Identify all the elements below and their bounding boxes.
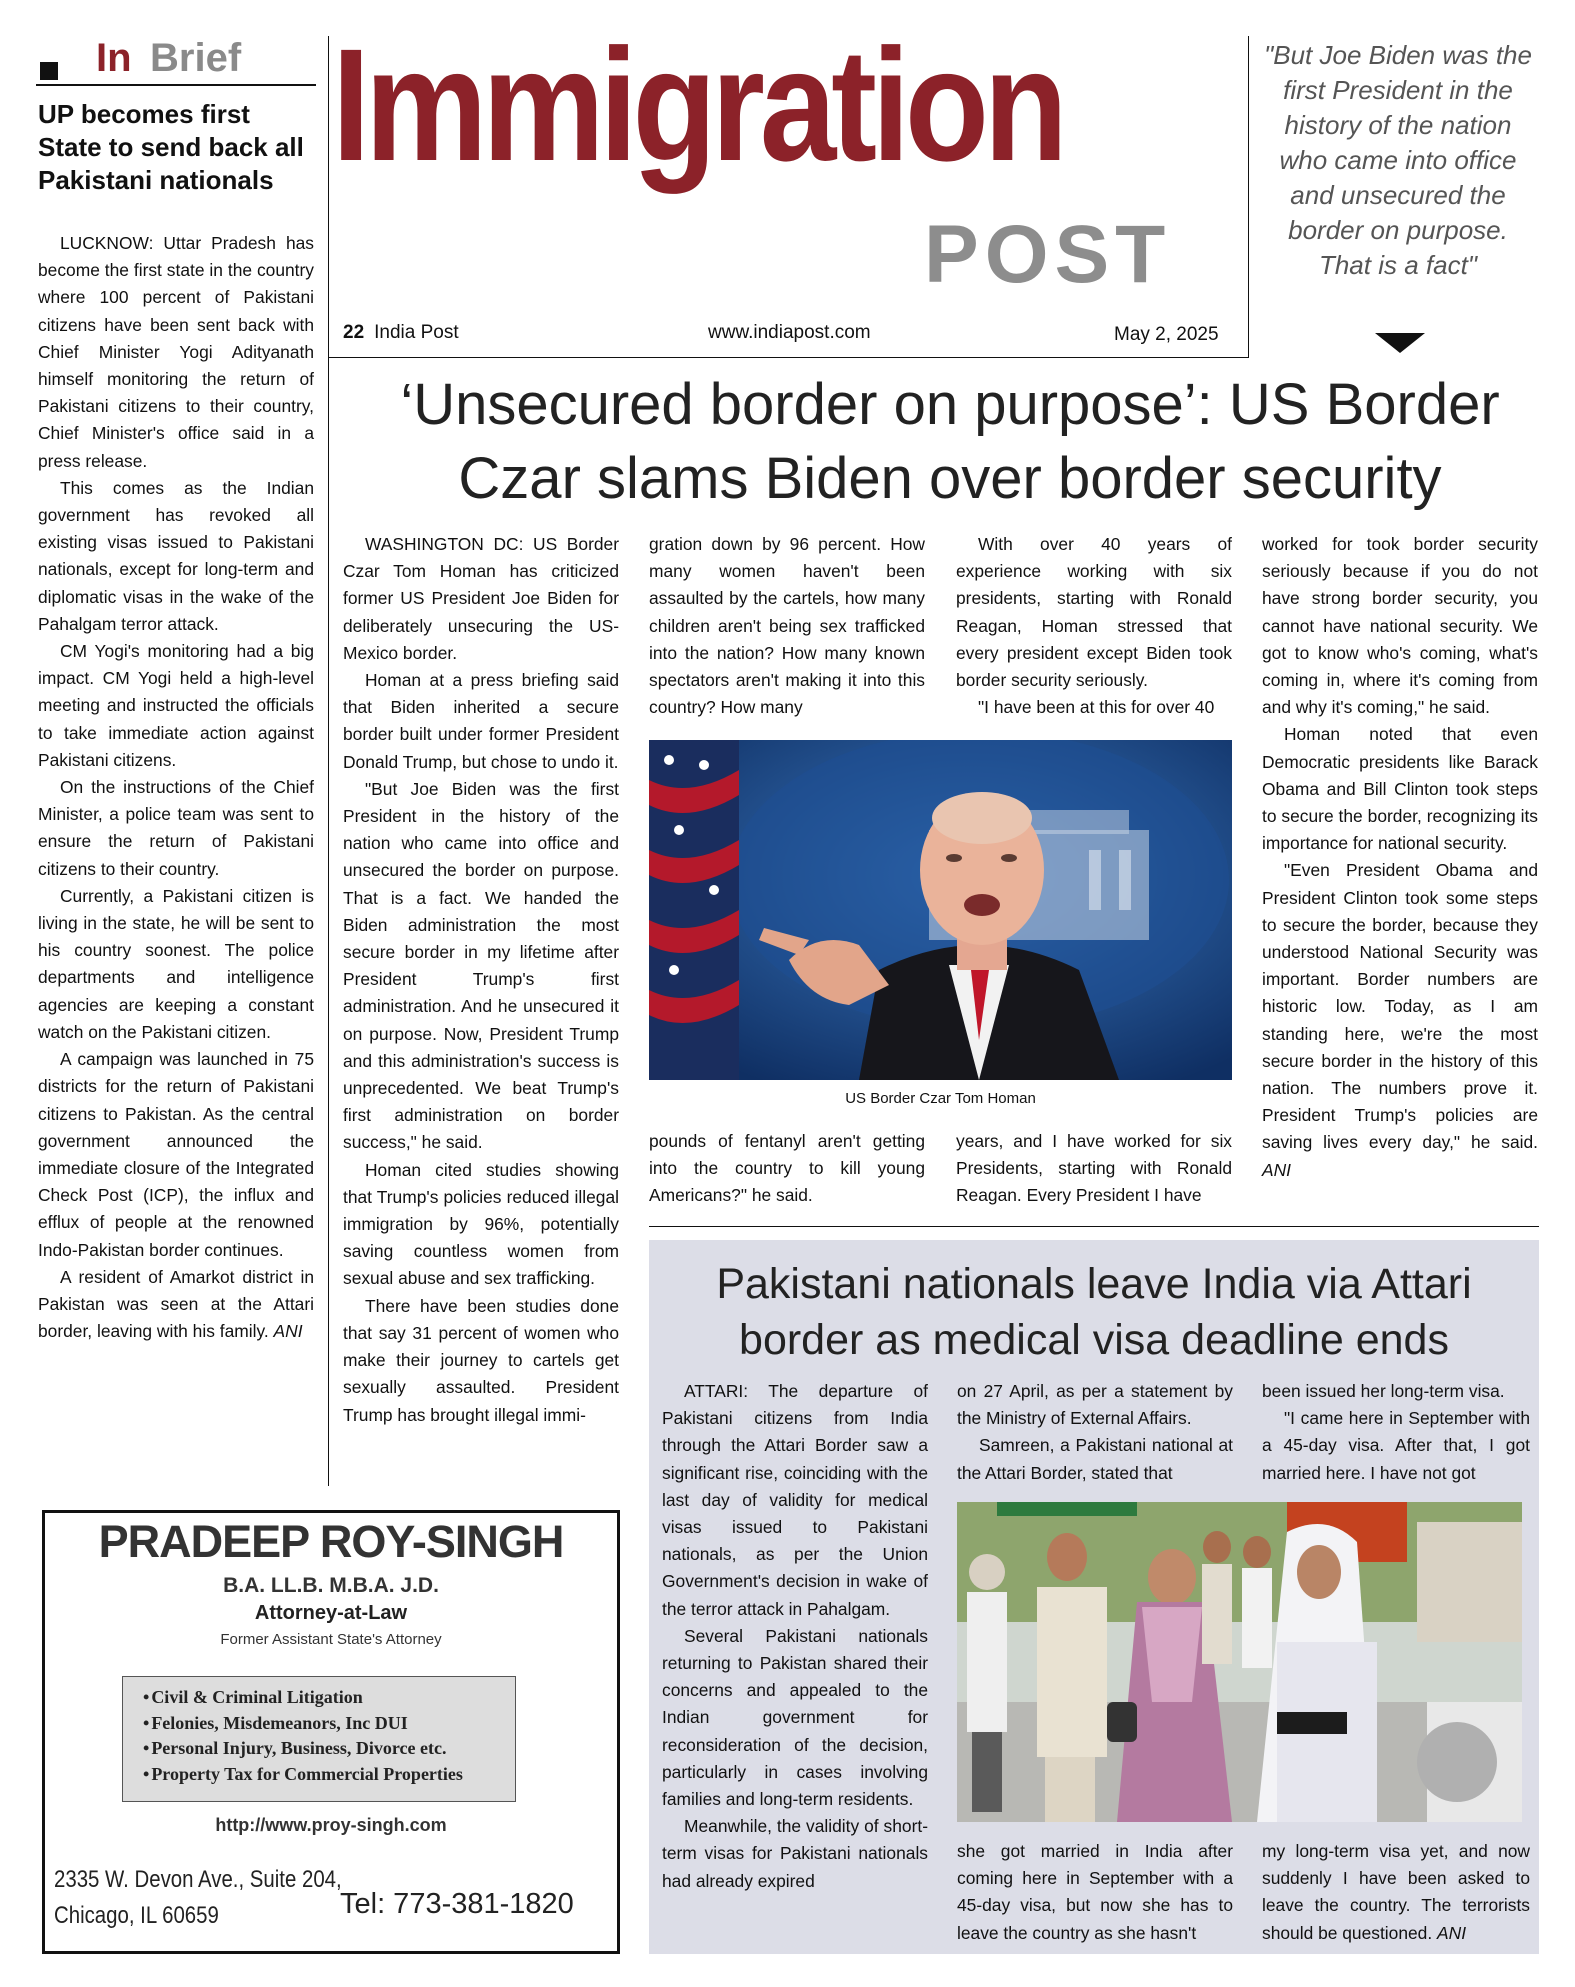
second-paragraph: she got married in India after coming here in September with a 45-day visa, but now she has to leave the country as she hasn't [957, 1841, 1233, 1943]
ad-address-line1: 2335 W. Devon Ave., Suite 204, [54, 1866, 342, 1893]
brief-paragraph [38, 1264, 314, 1346]
main-paragraph: worked for took border security seriously because if you do not have strong border security, you cannot have national security. We got to know who's coming, what's coming in, where it's coming from and why it's coming," he said. [1262, 534, 1538, 718]
second-paragraph: Several Pakistani nationals returning to Pakistan shared their concerns and appealed to the Indian government for reconsideration of the decision, particularly in cases involving families and long-term residents. [662, 1625, 928, 1810]
main-paragraph: Homan at a press briefing said that Biden inherited a secure border built under former President Donald Trump, but chose to undo it. [343, 670, 619, 772]
main-last-text: "Even President Obama and President Clinton took some steps to secure the border, because they understood National Security was important. Border numbers are historic low. Today, as I am standing here, we're the most secure border in the history of this nation. The numbers prove it. President Trump's policies are saving lives every day," he said. [1262, 860, 1538, 1153]
second-paragraph: on 27 April, as per a statement by the Ministry of External Affairs. [957, 1381, 1233, 1429]
second-column-3-continued [1262, 1838, 1530, 1947]
ad-telephone: Tel: 773-381-1820 [340, 1888, 574, 1920]
second-last-text: my long-term visa yet, and now suddenly I have been asked to leave the country. The terrorists should be questioned. [1262, 1841, 1530, 1943]
publication-url[interactable]: www.indiapost.com [708, 322, 871, 343]
brief-paragraph: A campaign was launched in 75 districts for the return of Pakistani citizens to Pakistan. As the central government announced the immediate closure of the Integrated Check Post (ICP), the influx and efflux of people at the renowned Indo-Pakistan border continues. [38, 1049, 314, 1260]
brief-paragraph: On the instructions of the Chief Minister, a police team was sent to ensure the return of Pakistani citizens to their country. [38, 777, 314, 879]
main-paragraph: There have been studies done that say 31 percent of women who make their journey to cartels get sexually assaulted. President Trump has brought illegal immi- [343, 1295, 619, 1425]
main-headline: ‘Unsecured border on purpose’: US Border Czar slams Biden over border security [400, 372, 1500, 511]
in-brief-label-in: In [96, 36, 132, 80]
main-column-4 [1262, 531, 1538, 1184]
main-column-3-continued [956, 1128, 1232, 1210]
second-paragraph: Meanwhile, the validity of short-term visas for Pakistani nationals had already expired [662, 1816, 928, 1891]
main-column-2-continued [649, 1128, 925, 1210]
second-column-2-continued [957, 1838, 1233, 1947]
page-number: 22 [343, 322, 365, 343]
second-paragraph [1262, 1838, 1530, 1947]
masthead-subtitle: POST [924, 209, 1172, 300]
ad-website-link[interactable]: http://www.proy-singh.com [215, 1815, 447, 1835]
main-paragraph: "But Joe Biden was the first President in the history of the nation who came into office and unsecured the border on purpose. That is a fact. We handed the Biden administration the most secure border in my lifetime after President Trump's first administration. And he unsecured it on purpose. Now, President Trump and this administration's success is unprecedented. We beat Trump's first administration on border success," he said. [343, 778, 619, 1153]
second-column-1 [662, 1378, 928, 1895]
main-paragraph: "I have been at this for over 40 [978, 697, 1215, 718]
main-paragraph: pounds of fentanyl aren't getting into the country to kill young Americans?" he said. [649, 1131, 925, 1206]
main-paragraph [1262, 857, 1538, 1183]
main-paragraph: Homan cited studies showing that Trump's policies reduced illegal immigration by 96%, potentially saving countless women from sexual abuse and sex trafficking. [343, 1159, 619, 1289]
photo-tom-homan [649, 740, 1232, 1080]
brief-last-text: A resident of Amarkot district in Pakistan was seen at the Attari border, leaving with his family. [38, 1266, 314, 1342]
ad-service-item: • Personal Injury, Business, Divorce etc. [143, 1736, 515, 1762]
in-brief-label-brief: Brief [150, 36, 242, 80]
ad-service-item: • Civil & Criminal Litigation [143, 1685, 515, 1711]
divider [1248, 36, 1249, 358]
ad-services-list [122, 1676, 516, 1802]
down-triangle-icon [1375, 333, 1425, 353]
ad-service-item: • Property Tax for Commercial Properties [143, 1762, 515, 1788]
ad-address [54, 1862, 342, 1934]
brief-article [38, 230, 314, 1345]
photo-tom-homan-illustration [649, 740, 1232, 1080]
ad-degrees: B.A. LL.B. M.B.A. J.D. [223, 1574, 439, 1597]
section-square-icon [40, 62, 58, 80]
pull-quote: "But Joe Biden was the first President in the history of the nation who came into office and unsecured the border on purpose. That is a fact" [1264, 40, 1532, 280]
main-paragraph: Homan noted that even Democratic presidents like Barack Obama and Bill Clinton took steps to secure the border, recognizing its importance for national security. [1262, 724, 1538, 854]
second-column-3 [1262, 1378, 1530, 1487]
divider [649, 1226, 1539, 1227]
photo-attari-border-illustration [957, 1502, 1522, 1822]
brief-paragraph: CM Yogi's monitoring had a big impact. CM Yogi held a high-level meeting and instructed the officials to take immediate action against Pakistani citizens. [38, 641, 314, 770]
photo-attari-border [957, 1502, 1522, 1822]
in-brief-header [36, 34, 316, 86]
main-paragraph: years, and I have worked for six Presidents, starting with Ronald Reagan. Every President I have [956, 1131, 1232, 1206]
second-credit: ANI [1437, 1922, 1467, 1943]
second-paragraph: ATTARI: The departure of Pakistani citizens from India through the Attari Border saw a significant rise, coinciding with the last day of validity for medical visas issued to Pakistani nationals, as per the Union Government's decision in wake of the terror attack in Pahalgam. [662, 1381, 928, 1619]
masthead-title: Immigration [332, 15, 1063, 194]
second-paragraph: "I came here in September with a 45-day visa. After that, I got married here. I have not got [1262, 1408, 1530, 1483]
brief-paragraph: Currently, a Pakistani citizen is living in the state, he will be sent to his country soonest. The police departments and intelligence agencies are keeping a constant watch on the Pakistani citizen. [38, 885, 314, 1042]
divider [328, 357, 1249, 358]
brief-headline: UP becomes first State to send back all Pakistani nationals [38, 99, 304, 195]
main-column-1 [343, 531, 619, 1429]
ad-service-item: • Felonies, Misdemeanors, Inc DUI [143, 1711, 515, 1737]
brief-paragraph: This comes as the Indian government has revoked all existing visas issued to Pakistani nationals, except for long-term and diplomatic visas in the wake of the Pahalgam terror attack. [38, 477, 314, 634]
issue-date: May 2, 2025 [1114, 324, 1219, 345]
second-column-2 [957, 1378, 1233, 1487]
ad-role: Attorney-at-Law [254, 1602, 408, 1624]
main-credit: ANI [1262, 1159, 1291, 1180]
second-paragraph: been issued her long-term visa. [1262, 1381, 1505, 1401]
main-column-3 [956, 531, 1232, 721]
brief-credit: ANI [273, 1321, 303, 1342]
main-paragraph: With over 40 years of experience working with six presidents, starting with Ronald Reagan, Homan stressed that every president except Biden took border security seriously. [956, 534, 1232, 691]
second-paragraph: Samreen, a Pakistani national at the Attari Border, stated that [957, 1435, 1233, 1483]
publication-name: India Post [374, 322, 459, 343]
ad-name: PRADEEP ROY-SINGH [98, 1516, 564, 1567]
ad-address-line2: Chicago, IL 60659 [54, 1902, 219, 1929]
second-headline: Pakistani nationals leave India via Attari border as medical visa deadline ends [716, 1260, 1472, 1364]
ad-former-title: Former Assistant State's Attorney [220, 1631, 442, 1648]
main-paragraph: gration down by 96 percent. How many women haven't been assaulted by the cartels, how many children aren't being sex trafficked into the nation? How many known spectators aren't making it into this country? How many [649, 534, 925, 718]
divider [328, 36, 329, 1486]
photo-caption: US Border Czar Tom Homan [845, 1090, 1036, 1107]
brief-paragraph: LUCKNOW: Uttar Pradesh has become the first state in the country where 100 percent of Pakistani citizens have been sent back with Chief Minister Yogi Adityanath himself monitoring the return of Pakistani citizens to their country, Chief Minister's office said in a press release. [38, 233, 314, 471]
main-paragraph: WASHINGTON DC: US Border Czar Tom Homan has criticized former US President Joe Biden for deliberately unsecuring the US-Mexico border. [343, 534, 619, 663]
main-column-2 [649, 531, 925, 721]
page-info [343, 322, 459, 344]
